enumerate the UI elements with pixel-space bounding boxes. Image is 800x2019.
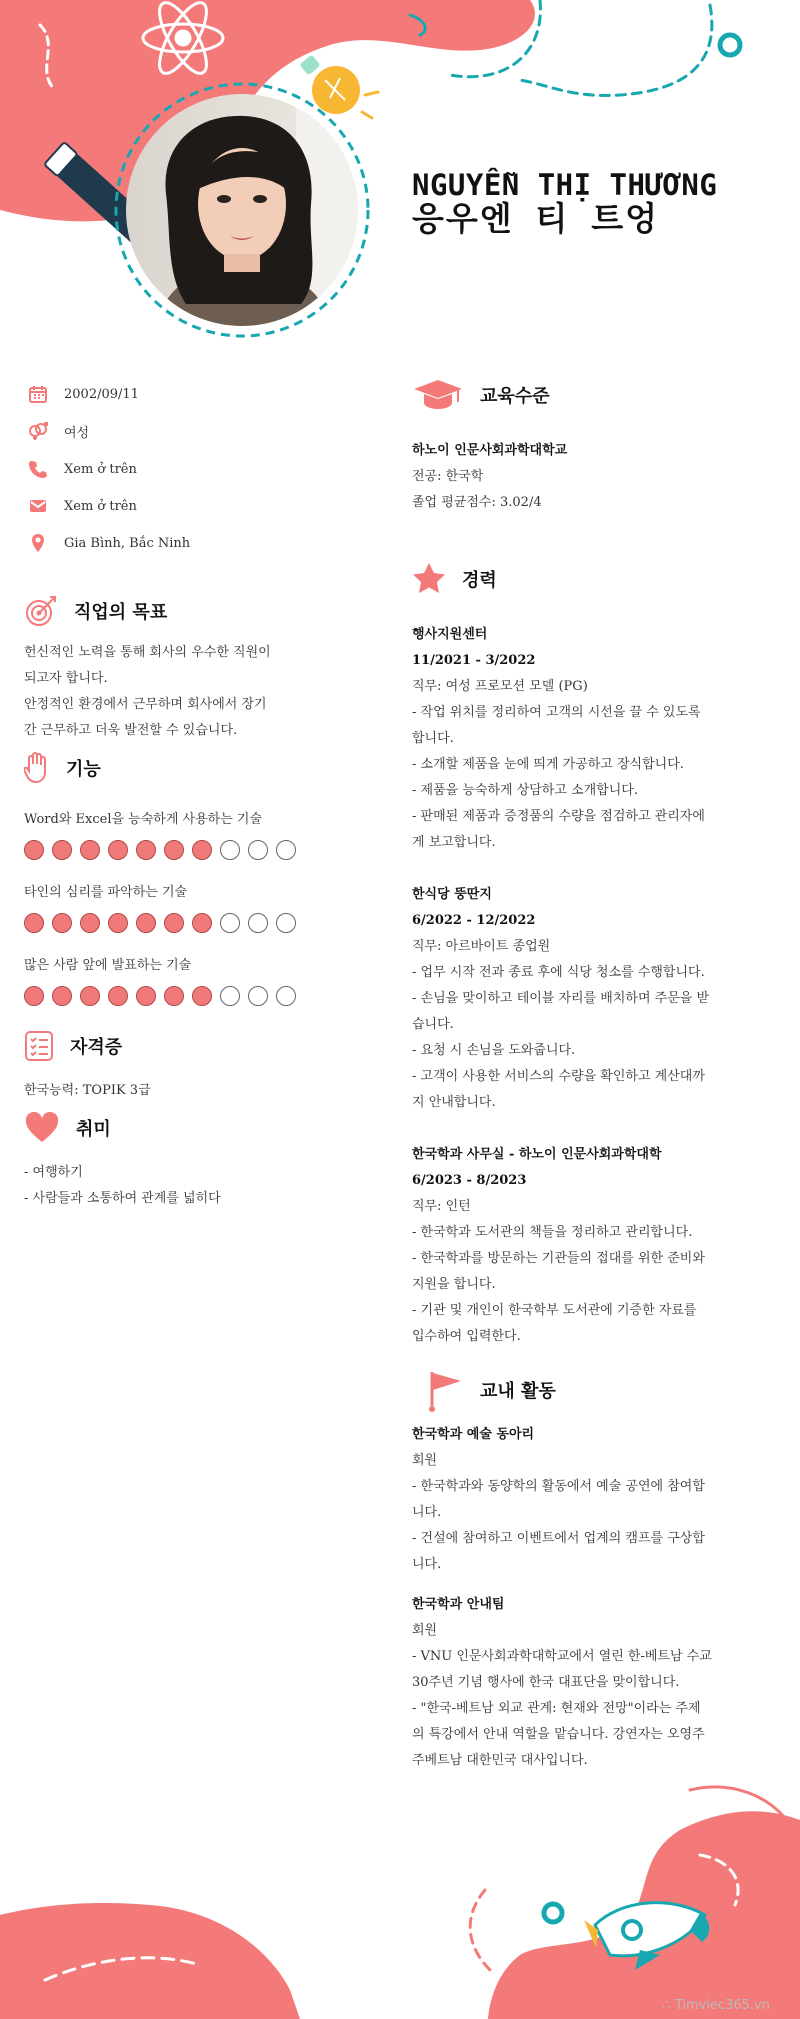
job-line: 입수하여 입력한다.: [412, 1329, 521, 1344]
certificate-item: 한국능력: TOPIK 3급: [24, 1083, 151, 1098]
skill-rating: [24, 986, 296, 1006]
job-entry: [412, 882, 768, 1116]
activity-line: 회원: [412, 1453, 438, 1468]
job-entry: [412, 622, 768, 856]
gender-icon: [28, 421, 48, 441]
activity-line: - 건설에 참여하고 이벤트에서 업계의 캠프를 구상합: [412, 1531, 705, 1546]
rating-dot-filled: [108, 986, 128, 1006]
job-line: 직무: 인턴: [412, 1199, 471, 1214]
job-line: - 한국학과를 방문하는 기관들의 접대를 위한 준비와: [412, 1251, 705, 1266]
profile-photo: [126, 94, 358, 326]
skill-label: Word와 Excel을 능숙하게 사용하는 기술: [24, 812, 263, 827]
job-line: - 고객이 사용한 서비스의 수량을 확인하고 계산대까: [412, 1069, 705, 1084]
activity-name: 한국학과 안내팀: [412, 1597, 505, 1612]
objective-line: 간 근무하고 더욱 발전할 수 있습니다.: [24, 723, 238, 738]
candidate-name: [412, 168, 717, 236]
footer-brand: ∴ Timviec365.vn: [662, 1998, 770, 2013]
rating-dot-filled: [108, 913, 128, 933]
name-korean: 응우엔 티 트엉: [412, 199, 660, 238]
activities-title: 교내 활동: [480, 1381, 556, 1402]
heart-icon: [24, 1112, 60, 1144]
rating-dot-filled: [136, 840, 156, 860]
job-company: 행사지원센터: [412, 627, 488, 642]
job-line: 게 보고합니다.: [412, 835, 496, 850]
rating-dot-empty: [276, 986, 296, 1006]
activity-entry: [412, 1422, 768, 1578]
rating-dot-empty: [276, 840, 296, 860]
hobbies-heading: [24, 1112, 111, 1144]
job-company: 한식당 뚱딴지: [412, 887, 492, 902]
activities-heading: [424, 1368, 556, 1412]
job-entry: [412, 1142, 768, 1350]
rating-dot-filled: [108, 840, 128, 860]
skill-label: 많은 사람 앞에 발표하는 기술: [24, 958, 192, 973]
job-line: - 한국학과 도서관의 책들을 정리하고 관리합니다.: [412, 1225, 693, 1240]
gender-value: 여성: [64, 425, 90, 441]
target-icon: [24, 594, 58, 628]
rating-dot-filled: [52, 986, 72, 1006]
skills-title: 기능: [66, 759, 101, 780]
job-line: 직무: 아르바이트 종업원: [412, 939, 551, 954]
rating-dot-empty: [248, 840, 268, 860]
address-value: Gia Bình, Bắc Ninh: [64, 535, 191, 551]
job-line: - 작업 위치를 정리하여 고객의 시선을 끌 수 있도록: [412, 705, 701, 720]
rating-dot-filled: [164, 840, 184, 860]
activity-line: 니다.: [412, 1505, 442, 1520]
skills-heading: [24, 752, 101, 784]
birthday-row: [28, 384, 139, 404]
objective-title: 직업의 목표: [74, 602, 168, 623]
rating-dot-filled: [80, 913, 100, 933]
flag-icon: [424, 1368, 464, 1412]
job-line: 합니다.: [412, 731, 454, 746]
job-period: 6/2023 - 8/2023: [412, 1173, 527, 1188]
hobby-item: - 여행하기: [24, 1165, 83, 1180]
education-block: [412, 438, 768, 516]
rating-dot-empty: [276, 913, 296, 933]
calendar-icon: [28, 384, 48, 404]
rating-dot-filled: [24, 913, 44, 933]
address-row: [28, 533, 190, 553]
rating-dot-filled: [24, 986, 44, 1006]
phone-row: [28, 459, 137, 479]
rating-dot-filled: [80, 986, 100, 1006]
email-row: [28, 496, 137, 516]
rating-dot-filled: [136, 986, 156, 1006]
activity-line: - 한국학과와 동양학의 활동에서 예술 공연에 참여합: [412, 1479, 705, 1494]
school-name: 하노이 인문사회과학대학교: [412, 443, 568, 458]
job-line: - 소개할 제품을 눈에 띄게 가공하고 장식합니다.: [412, 757, 684, 772]
objective-line: 되고자 합니다.: [24, 671, 108, 686]
rating-dot-filled: [52, 840, 72, 860]
education-heading: [412, 378, 550, 412]
job-line: - 기관 및 개인이 한국학부 도서관에 기증한 자료를: [412, 1303, 697, 1318]
job-line: - 제품을 능숙하게 상담하고 소개합니다.: [412, 783, 638, 798]
experience-title: 경력: [462, 570, 497, 591]
hobby-item: - 사람들과 소통하여 관계를 넓히다: [24, 1191, 221, 1206]
activity-line: - VNU 인문사회과학대학교에서 열린 한-베트남 수교: [412, 1649, 712, 1664]
rating-dot-filled: [164, 986, 184, 1006]
rating-dot-filled: [80, 840, 100, 860]
activity-name: 한국학과 예술 동아리: [412, 1427, 535, 1442]
objective-heading: [24, 594, 167, 628]
job-line: - 손님을 맞이하고 테이블 자리를 배치하며 주문을 받: [412, 991, 710, 1006]
activity-line: 회원: [412, 1623, 438, 1638]
rating-dot-filled: [24, 840, 44, 860]
email-icon: [28, 496, 48, 516]
major: 전공: 한국학: [412, 469, 484, 484]
rating-dot-empty: [220, 986, 240, 1006]
job-line: 직무: 여성 프로모션 모델 (PG): [412, 679, 588, 694]
rating-dot-filled: [52, 913, 72, 933]
job-line: - 판매된 제품과 증정품의 수량을 점검하고 관리자에: [412, 809, 705, 824]
location-pin-icon: [28, 533, 48, 553]
job-line: 지원을 합니다.: [412, 1277, 496, 1292]
hobbies-title: 취미: [76, 1119, 111, 1140]
objective-line: 안정적인 환경에서 근무하며 회사에서 장기: [24, 697, 267, 712]
job-company: 한국학과 사무실 - 하노이 인문사회과학대학: [412, 1147, 662, 1162]
activity-line: 니다.: [412, 1557, 442, 1572]
star-icon: [412, 562, 446, 596]
certificates-heading: [24, 1030, 122, 1062]
job-line: 지 안내합니다.: [412, 1095, 496, 1110]
name-latin: NGUYỄN THỊ THƯƠNG: [412, 168, 718, 202]
certificates-title: 자격증: [70, 1037, 123, 1058]
job-line: 습니다.: [412, 1017, 454, 1032]
footer-decoration: [0, 1780, 800, 2019]
rating-dot-empty: [220, 913, 240, 933]
skill-rating: [24, 840, 296, 860]
birthday-value: 2002/09/11: [64, 386, 139, 402]
graduation-cap-icon: [412, 378, 464, 412]
gpa: 졸업 평균점수: 3.02/4: [412, 495, 542, 510]
rating-dot-empty: [220, 840, 240, 860]
activity-line: 주베트남 대한민국 대사입니다.: [412, 1753, 588, 1768]
gender-row: [28, 421, 89, 441]
job-line: - 요청 시 손님을 도와줍니다.: [412, 1043, 576, 1058]
phone-value: Xem ở trên: [64, 461, 137, 477]
job-period: 11/2021 - 3/2022: [412, 653, 536, 668]
objective-text: [24, 640, 324, 744]
email-value: Xem ở trên: [64, 498, 137, 514]
hobbies-list: [24, 1160, 221, 1212]
phone-icon: [28, 459, 48, 479]
rating-dot-empty: [248, 986, 268, 1006]
rating-dot-filled: [192, 986, 212, 1006]
skill-label: 타인의 심리를 파악하는 기술: [24, 885, 188, 900]
objective-line: 헌신적인 노력을 통해 회사의 우수한 직원이: [24, 645, 271, 660]
hand-icon: [24, 752, 50, 784]
activity-entry: [412, 1592, 768, 1774]
activity-line: 의 특강에서 안내 역할을 맡습니다. 강연자는 오영주: [412, 1727, 705, 1742]
rating-dot-empty: [248, 913, 268, 933]
skill-rating: [24, 913, 296, 933]
experience-heading: [412, 562, 497, 596]
job-period: 6/2022 - 12/2022: [412, 913, 536, 928]
checklist-icon: [24, 1030, 54, 1062]
job-line: - 업무 시작 전과 종료 후에 식당 청소를 수행합니다.: [412, 965, 705, 980]
rating-dot-filled: [164, 913, 184, 933]
rating-dot-filled: [192, 840, 212, 860]
activity-line: 30주년 기념 행사에 한국 대표단을 맞이합니다.: [412, 1675, 680, 1690]
rating-dot-filled: [192, 913, 212, 933]
education-title: 교육수준: [480, 386, 550, 407]
activity-line: - "한국-베트남 외교 관계: 현재와 전망"이라는 주제: [412, 1701, 701, 1716]
rating-dot-filled: [136, 913, 156, 933]
